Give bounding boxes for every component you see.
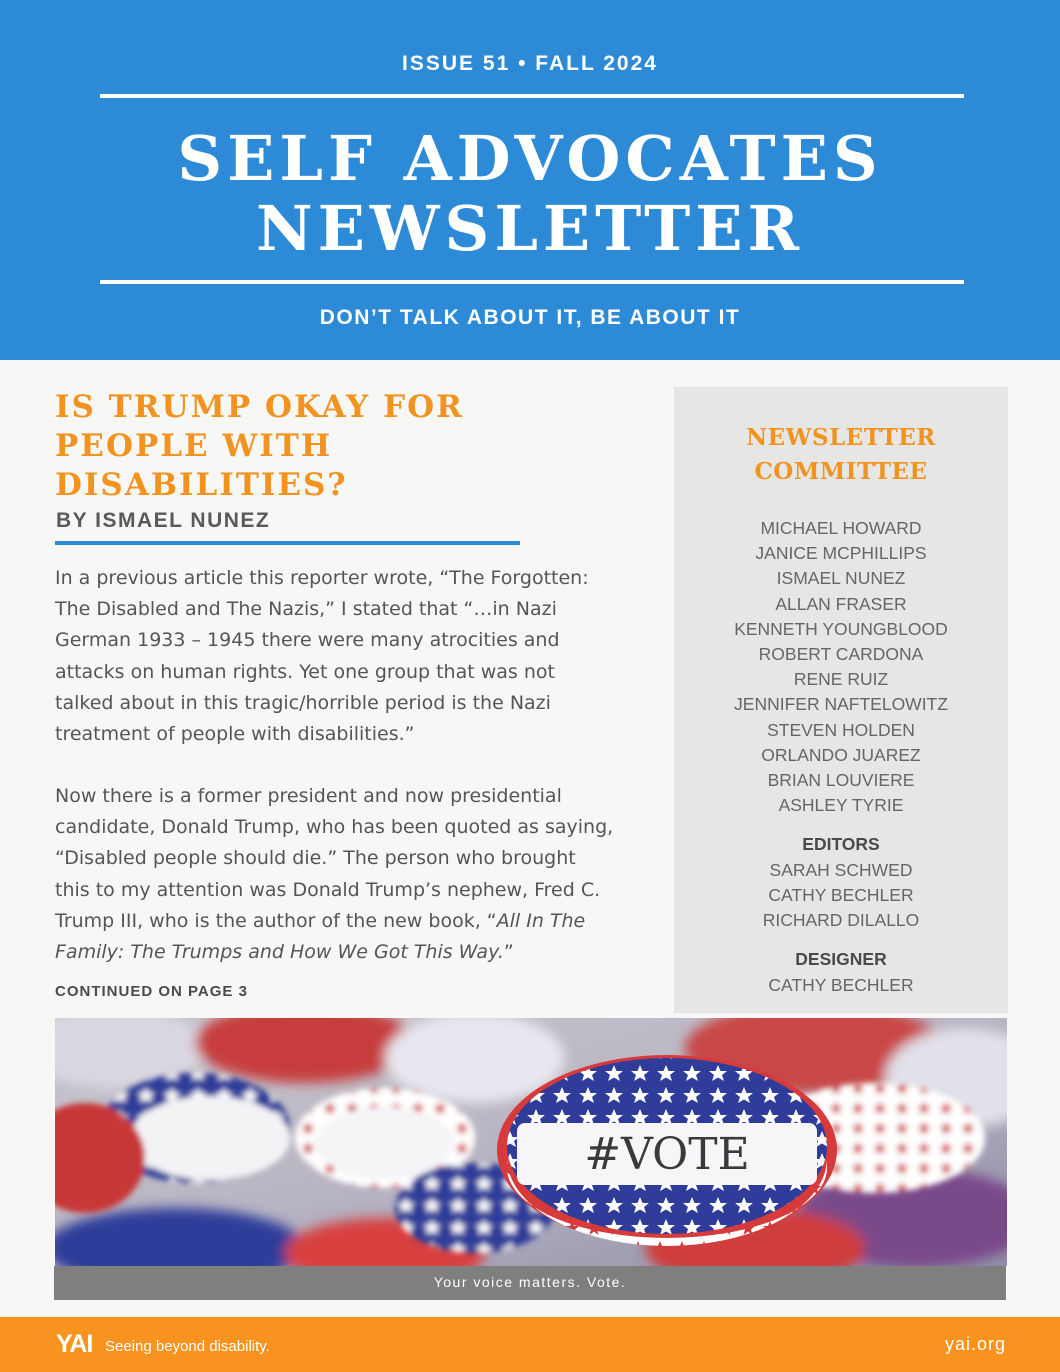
- editor-name: RICHARD DILALLO: [762, 910, 920, 931]
- member-name: STEVEN HOLDEN: [767, 719, 915, 740]
- title-line-2: NEWSLETTER: [255, 192, 805, 265]
- member-name: ROBERT CARDONA: [758, 644, 924, 665]
- byline-rule: [55, 541, 520, 545]
- paragraph-line: talked about in this tragic/horrible period is the Nazi: [55, 691, 551, 714]
- paragraph-line: “Disabled people should die.” The person who brought: [55, 847, 576, 870]
- member-name: ASHLEY TYRIE: [778, 795, 904, 816]
- vote-buttons-illustration: [55, 1018, 1007, 1266]
- committee-title-line-1: NEWSLETTER: [746, 424, 936, 451]
- newsletter-title: [0, 124, 1060, 264]
- article-paragraph-2: [55, 781, 675, 968]
- article-paragraph-1: [55, 563, 675, 750]
- website-link[interactable]: yai.org: [944, 1334, 1006, 1354]
- member-name: BRIAN LOUVIERE: [767, 770, 915, 791]
- title-line-1: SELF ADVOCATES: [177, 122, 883, 195]
- issue-label: ISSUE 51 • FALL 2024: [402, 52, 658, 75]
- paragraph-line: [55, 906, 675, 937]
- photo-caption: Your voice matters. Vote.: [54, 1266, 1006, 1300]
- tagline: DON’T TALK ABOUT IT, BE ABOUT IT: [319, 306, 741, 329]
- paragraph-line: candidate, Donald Trump, who has been quoted as saying,: [55, 816, 614, 839]
- article-byline: BY ISMAEL NUNEZ: [56, 509, 271, 532]
- designer-heading: DESIGNER: [795, 949, 887, 969]
- designer-name: CATHY BECHLER: [768, 975, 914, 995]
- masthead-top-rule: [100, 94, 964, 98]
- paragraph-line: Now there is a former president and now presidential: [55, 785, 562, 807]
- committee-members-list: [674, 516, 1008, 818]
- member-name: JANICE MCPHILLIPS: [755, 543, 927, 564]
- vote-buttons-photo: [55, 1018, 1007, 1266]
- article-headline: [55, 388, 575, 505]
- committee-title: [674, 421, 1008, 489]
- headline-line-1: IS TRUMP OKAY FOR: [55, 389, 464, 425]
- member-name: RENE RUIZ: [793, 669, 889, 690]
- designer-list: [674, 973, 1008, 998]
- member-name: ISMAEL NUNEZ: [776, 568, 906, 589]
- committee-sidebar: [674, 387, 1008, 1013]
- footer: [0, 1317, 1060, 1372]
- paragraph-line: The Disabled and The Nazis,” I stated that “…in Nazi: [55, 598, 557, 621]
- paragraph-line: attacks on human rights. Yet one group that was not: [55, 660, 555, 683]
- headline-line-3: DISABILITIES?: [55, 467, 348, 503]
- masthead-bottom-rule: [100, 280, 964, 284]
- member-name: JENNIFER NAFTELOWITZ: [734, 694, 948, 715]
- logo-tagline: Seeing beyond disability.: [105, 1338, 270, 1355]
- paragraph-line: treatment of people with disabilities.”: [55, 723, 415, 746]
- editor-name: SARAH SCHWED: [769, 860, 913, 880]
- member-name: KENNETH YOUNGBLOOD: [734, 618, 948, 639]
- book-title-part-2: Family: The Trumps and How We Got This Way.: [55, 941, 504, 964]
- committee-title-line-2: COMMITTEE: [754, 458, 928, 485]
- member-name: ORLANDO JUAREZ: [761, 744, 921, 765]
- paragraph-line: In a previous article this reporter wrote, “The Forgotten:: [55, 567, 589, 589]
- paragraph-line: [55, 937, 675, 968]
- member-name: ALLAN FRASER: [775, 593, 907, 614]
- paragraph-line: German 1933 – 1945 there were many atrocities and: [55, 629, 560, 652]
- book-title-part-1: All In The: [496, 909, 586, 932]
- editor-name: CATHY BECHLER: [768, 885, 914, 906]
- masthead: [0, 0, 1060, 360]
- yai-logo: YAI: [56, 1330, 93, 1358]
- vote-button-text: #VOTE: [584, 1129, 750, 1180]
- member-name: MICHAEL HOWARD: [760, 518, 922, 538]
- paragraph-line: this to my attention was Donald Trump’s nephew, Fred C.: [55, 878, 601, 901]
- continued-link[interactable]: CONTINUED ON PAGE 3: [55, 983, 248, 1000]
- text-run: Trump III, who is the author of the new book, “: [55, 909, 497, 932]
- editors-heading: EDITORS: [802, 834, 880, 854]
- text-run: ”: [503, 941, 514, 964]
- headline-line-2: PEOPLE WITH: [55, 428, 333, 464]
- editors-list: [674, 858, 1008, 934]
